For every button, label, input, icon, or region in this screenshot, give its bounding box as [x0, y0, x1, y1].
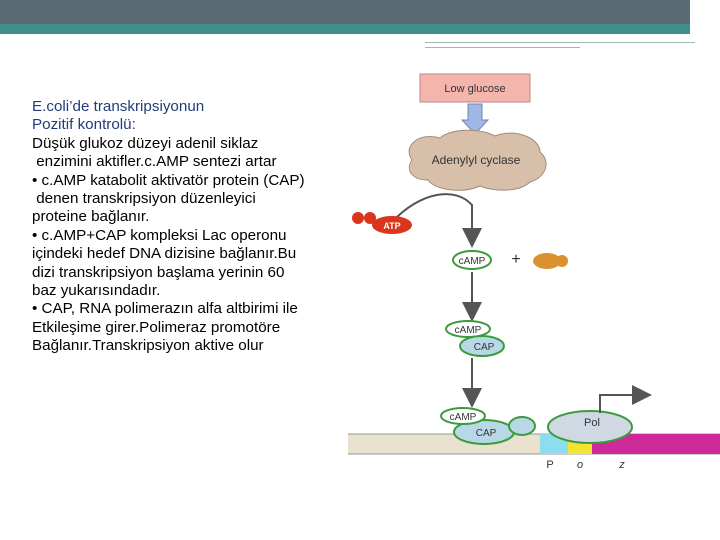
body-line: denen transkripsiyon düzenleyici [32, 190, 256, 208]
body-line: • c.AMP katabolit aktivatör protein (CAP) [32, 171, 305, 189]
body-line: • CAP, RNA polimerazın alfa altbirimi ile [32, 300, 298, 318]
body-line: proteine bağlanır. [32, 208, 150, 226]
transcription-start-arrow [600, 395, 642, 413]
body-line: baz yukarısındadır. [32, 282, 161, 300]
gene-label-z: z [619, 459, 625, 471]
body-line: • c.AMP+CAP kompleksi Lac operonu [32, 226, 287, 244]
atp-label: ATP [383, 221, 401, 231]
camp-label: cAMP [454, 325, 482, 336]
cap-contact-region [509, 417, 535, 435]
gene-label-p: P [546, 459, 554, 471]
free-cap-subunit [556, 255, 568, 267]
body-line: dizi transkripsiyon başlama yerinin 60 [32, 263, 285, 281]
down-arrow-icon [462, 104, 488, 134]
atp-phosphate [352, 212, 364, 224]
body-line: içindeki hedef DNA dizisine bağlanır.Bu [32, 245, 297, 263]
body-line: Etkileşime girer.Polimeraz promotöre [32, 318, 281, 336]
gene-label-o: o [576, 459, 584, 471]
body-line: Bağlanır.Transkripsiyon aktive olur [32, 337, 264, 355]
slide-title-line-1: E.coli’de transkripsiyonun [32, 98, 205, 115]
camp-label: cAMP [449, 412, 477, 423]
pol-label: Pol [584, 417, 600, 429]
slide-title-line-2: Pozitif kontrolü: [32, 116, 136, 134]
plus-sign: + [511, 251, 521, 268]
low-glucose-label: Low glucose [444, 83, 506, 95]
cap-label: CAP [473, 342, 495, 353]
camp-label: cAMP [458, 256, 486, 267]
cap-label: CAP [475, 428, 497, 439]
body-line: enzimini aktifler.c.AMP sentezi artar [32, 153, 277, 171]
adenylyl-cyclase-label: Adenylyl cyclase [431, 153, 521, 167]
body-line: Düşük glukoz düzeyi adenil siklaz [32, 134, 259, 152]
